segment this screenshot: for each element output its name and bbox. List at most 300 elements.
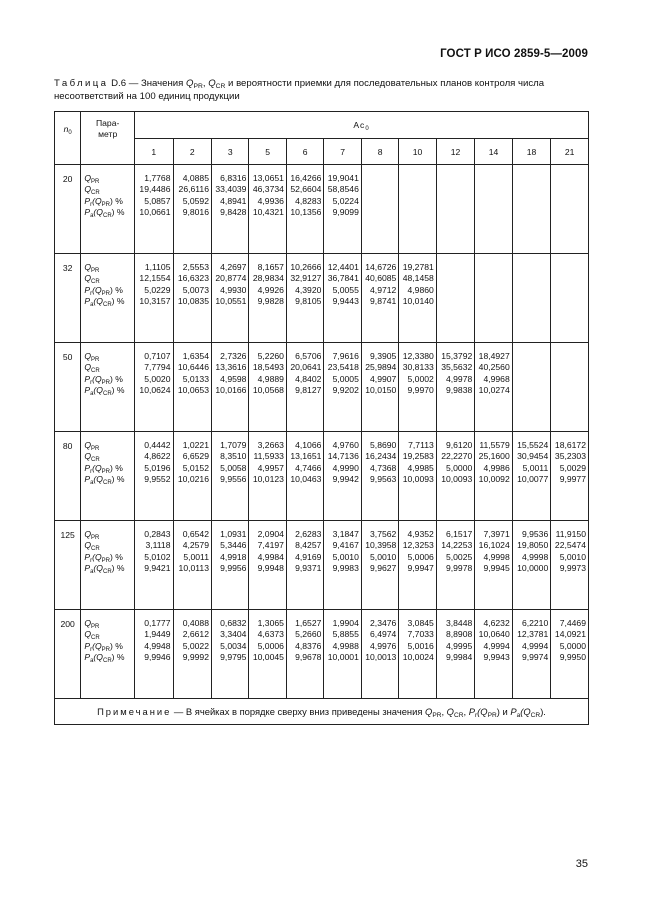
value-cell <box>286 521 323 610</box>
cell-value: 3,0845 <box>407 618 434 628</box>
value-cell <box>249 343 286 432</box>
value-cell <box>286 610 323 699</box>
cell-value <box>399 173 435 184</box>
cell-value: 5,0102 <box>144 551 171 562</box>
cell-value: 23,5418 <box>327 362 359 373</box>
cell-value: 9,9371 <box>295 563 322 574</box>
cell-value: 4,8941 <box>220 195 247 206</box>
cell-value: 9,3905 <box>370 351 397 361</box>
cell-value: 5,0000 <box>445 462 473 473</box>
value-cell <box>436 521 474 610</box>
cell-value: 0,4088 <box>182 618 209 628</box>
cell-value <box>513 184 550 195</box>
cell-value: 1,3065 <box>257 618 284 628</box>
header-parameter: Пара- метр <box>81 112 135 165</box>
value-cell <box>324 521 361 610</box>
cell-value: 4,7368 <box>370 462 397 473</box>
cell-value <box>475 273 511 284</box>
cell-value: 8,1657 <box>257 262 284 272</box>
cell-value: 5,0196 <box>144 462 171 473</box>
cell-value <box>513 273 550 284</box>
cell-value: 16,2434 <box>365 451 397 462</box>
cell-value <box>437 173 474 184</box>
cell-value: 9,9942 <box>332 474 359 485</box>
cell-value <box>551 351 588 362</box>
cell-value: 1,7079 <box>220 440 247 450</box>
cell-value: 19,4486 <box>139 184 171 195</box>
cell-value <box>551 285 588 296</box>
value-cell <box>211 343 248 432</box>
value-cell <box>135 254 173 343</box>
value-cell <box>512 610 550 699</box>
cell-value: 0,7107 <box>144 351 171 361</box>
cell-value: 5,0002 <box>407 373 434 384</box>
parameter-label: $Q_{PR}$ <box>84 173 100 185</box>
cell-value: 25,1600 <box>478 451 510 462</box>
cell-value <box>362 184 398 195</box>
table-row <box>55 610 589 699</box>
cell-value: 12,3253 <box>402 540 434 551</box>
cell-value: 2,3476 <box>370 618 397 628</box>
cell-value: 5,0010 <box>332 551 359 562</box>
cell-value: 11,9150 <box>555 529 586 539</box>
value-cell <box>512 432 550 521</box>
cell-value: 5,0020 <box>144 373 171 384</box>
value-cell <box>436 343 474 432</box>
cell-value <box>475 296 511 307</box>
table-note: Примечание — В ячейках в порядке сверху вниз приведены значения $Q_{PR}$, $Q_{CR}$, $P_r(Q_{PR})$ и $P_a(Q_{CR})$. <box>55 699 589 725</box>
sample-size-cell: 125 <box>55 521 81 610</box>
value-cell <box>361 610 398 699</box>
parameter-label: $Q_{CR}$ <box>84 362 100 375</box>
cell-value: 9,9945 <box>483 563 510 574</box>
cell-value: 9,8741 <box>370 296 397 307</box>
cell-value: 9,9946 <box>144 652 171 663</box>
table-note-row <box>55 699 589 725</box>
value-cell <box>249 610 286 699</box>
sample-size-cell: 200 <box>55 610 81 699</box>
cell-value <box>551 362 588 373</box>
cell-value: 30,9454 <box>517 451 549 462</box>
header-n0: $n_0$ <box>55 112 81 165</box>
value-cell <box>324 432 361 521</box>
value-cell <box>361 432 398 521</box>
cell-value <box>551 196 588 207</box>
cell-value: 11,5579 <box>479 440 510 450</box>
header-ac-value: 5 <box>249 139 286 165</box>
caption-text: и вероятности приемки для последовательных планов контроля числа несоответствий на 100 единиц продукции <box>54 78 545 102</box>
cell-value: 1,0931 <box>220 529 247 539</box>
cell-value: 10,0093 <box>402 474 434 485</box>
cell-value: 10,0274 <box>478 385 510 396</box>
parameter-label: $P_r(Q_{PR})$ % <box>84 195 123 208</box>
cell-value: 5,0010 <box>370 551 397 562</box>
value-cell <box>512 343 550 432</box>
cell-value: 7,4197 <box>257 540 284 551</box>
cell-value: 0,1777 <box>144 618 171 628</box>
cell-value <box>513 362 550 373</box>
cell-value: 9,9556 <box>220 474 247 485</box>
parameter-label: $P_a(Q_{CR})$ % <box>84 296 125 309</box>
cell-value: 6,6529 <box>182 451 209 462</box>
cell-value: 7,9616 <box>332 351 359 361</box>
cell-value: 9,6120 <box>445 440 473 450</box>
cell-value <box>551 184 588 195</box>
cell-value: 8,3510 <box>220 451 247 462</box>
cell-value: 4,9712 <box>370 284 397 295</box>
cell-value: 9,9956 <box>220 563 247 574</box>
parameter-label: $P_a(Q_{CR})$ % <box>84 207 125 220</box>
cell-value: 4,9760 <box>332 440 359 450</box>
cell-value: 10,0092 <box>478 474 510 485</box>
header-ac-value: 7 <box>324 139 361 165</box>
cell-value: 4,0885 <box>182 173 209 183</box>
cell-value <box>551 207 588 218</box>
cell-value: 9,9552 <box>144 474 171 485</box>
cell-value: 4,9957 <box>257 462 284 473</box>
cell-value <box>437 196 474 207</box>
value-cell <box>361 254 398 343</box>
cell-value: 19,2781 <box>402 262 434 272</box>
value-cell <box>475 610 512 699</box>
cell-value <box>475 173 511 184</box>
cell-value: 4,9985 <box>407 462 434 473</box>
value-cell <box>211 165 248 254</box>
cell-value <box>399 184 435 195</box>
cell-value: 4,9984 <box>257 551 284 562</box>
value-cell <box>361 343 398 432</box>
value-cell <box>135 343 173 432</box>
cell-value <box>475 262 511 273</box>
cell-value: 10,0140 <box>402 296 434 307</box>
parameter-label: $Q_{PR}$ <box>84 351 100 363</box>
value-cell <box>324 343 361 432</box>
cell-value: 1,9449 <box>144 629 171 640</box>
parameter-label: $P_r(Q_{PR})$ % <box>84 462 123 475</box>
value-cell <box>173 521 211 610</box>
cell-value: 4,9948 <box>144 640 171 651</box>
cell-value: 5,0006 <box>257 640 284 651</box>
cell-value: 13,1651 <box>290 451 322 462</box>
cell-value: 3,1847 <box>332 529 359 539</box>
cell-value: 10,0661 <box>139 207 171 218</box>
sample-size-cell: 50 <box>55 343 81 432</box>
cell-value <box>551 173 588 184</box>
cell-value: 9,9974 <box>521 652 549 663</box>
cell-value: 7,4469 <box>559 618 586 628</box>
cell-value: 5,0000 <box>559 640 586 651</box>
value-cell <box>436 610 474 699</box>
cell-value: 2,7326 <box>220 351 247 361</box>
cell-value: 20,8774 <box>215 273 247 284</box>
cell-value <box>551 262 588 273</box>
value-cell <box>173 432 211 521</box>
cell-value: 9,9536 <box>521 529 549 539</box>
cell-value: 11,5933 <box>253 451 284 462</box>
cell-value: 28,9834 <box>252 273 284 284</box>
cell-value <box>513 196 550 207</box>
cell-value: 10,0024 <box>402 652 434 663</box>
parameter-cell <box>81 343 135 432</box>
cell-value: 5,0025 <box>445 551 473 562</box>
cell-value <box>475 207 511 218</box>
cell-value: 10,0045 <box>252 652 284 663</box>
cell-value: 4,3920 <box>295 284 322 295</box>
cell-value: 4,9978 <box>445 373 473 384</box>
cell-value: 1,1105 <box>144 262 171 272</box>
cell-value: 9,9983 <box>332 563 359 574</box>
cell-value: 4,2697 <box>220 262 247 272</box>
parameter-cell <box>81 521 135 610</box>
cell-value: 4,9988 <box>332 640 359 651</box>
cell-value: 0,6542 <box>182 529 209 539</box>
table-row <box>55 165 589 254</box>
cell-value: 9,9970 <box>407 385 434 396</box>
cell-value: 10,0640 <box>478 629 510 640</box>
cell-value: 32,9127 <box>290 273 322 284</box>
cell-value: 4,9930 <box>220 284 247 295</box>
cell-value <box>513 351 550 362</box>
cell-value: 22,2270 <box>441 451 473 462</box>
value-cell <box>551 432 589 521</box>
parameter-cell <box>81 254 135 343</box>
cell-value: 5,0229 <box>144 284 171 295</box>
cell-value: 14,0921 <box>554 629 586 640</box>
cell-value <box>362 196 398 207</box>
value-cell <box>399 521 436 610</box>
cell-value: 10,4321 <box>252 207 284 218</box>
cell-value <box>475 184 511 195</box>
cell-value <box>437 207 474 218</box>
sample-size-cell: 80 <box>55 432 81 521</box>
parameter-cell <box>81 165 135 254</box>
cell-value: 9,9978 <box>445 563 473 574</box>
cell-value: 1,7768 <box>144 173 171 183</box>
cell-value: 10,0835 <box>177 296 209 307</box>
value-cell <box>475 432 512 521</box>
parameter-cell <box>81 432 135 521</box>
cell-value: 52,6604 <box>290 184 322 195</box>
cell-value: 3,3404 <box>220 629 247 640</box>
value-cell <box>211 521 248 610</box>
cell-value: 15,3792 <box>441 351 473 361</box>
value-cell <box>436 254 474 343</box>
cell-value: 4,9918 <box>220 551 247 562</box>
cell-value <box>475 285 511 296</box>
cell-value: 35,5632 <box>441 362 473 373</box>
parameter-label: $Q_{CR}$ <box>84 451 100 464</box>
cell-value: 10,0123 <box>252 474 284 485</box>
cell-value: 9,9977 <box>559 474 586 485</box>
value-cell <box>249 432 286 521</box>
cell-value: 4,7466 <box>295 462 322 473</box>
value-cell <box>399 165 436 254</box>
cell-value: 4,9994 <box>483 640 510 651</box>
value-cell <box>211 610 248 699</box>
value-cell <box>173 165 211 254</box>
cell-value: 4,6373 <box>257 629 284 640</box>
cell-value: 7,7794 <box>144 362 171 373</box>
cell-value: 4,9926 <box>257 284 284 295</box>
cell-value: 4,9598 <box>220 373 247 384</box>
cell-value: 4,9968 <box>483 373 510 384</box>
cell-value: 4,9998 <box>483 551 510 562</box>
parameter-label: $P_a(Q_{CR})$ % <box>84 563 125 576</box>
cell-value: 9,9627 <box>370 563 397 574</box>
cell-value: 8,4257 <box>295 540 322 551</box>
header-ac-value: 21 <box>551 139 589 165</box>
parameter-cell <box>81 610 135 699</box>
value-cell <box>286 432 323 521</box>
cell-value <box>513 296 550 307</box>
cell-value <box>362 173 398 184</box>
cell-value <box>513 262 550 273</box>
cell-value <box>437 184 474 195</box>
cell-value: 10,2666 <box>290 262 322 272</box>
cell-value: 5,8690 <box>370 440 397 450</box>
table-row <box>55 343 589 432</box>
cell-value: 9,9984 <box>445 652 473 663</box>
cell-value: 4,9907 <box>370 373 397 384</box>
parameter-label: $P_a(Q_{CR})$ % <box>84 474 125 487</box>
cell-value: 12,3380 <box>402 351 434 361</box>
cell-value: 5,0006 <box>407 551 434 562</box>
cell-value <box>399 207 435 218</box>
cell-value: 1,9904 <box>332 618 359 628</box>
cell-value: 2,6283 <box>295 529 322 539</box>
cell-value: 9,9678 <box>295 652 322 663</box>
cell-value: 3,2663 <box>257 440 284 450</box>
cell-value: 7,7033 <box>407 629 434 640</box>
cell-value: 7,7113 <box>408 440 434 450</box>
value-cell <box>512 165 550 254</box>
cell-value: 40,2560 <box>478 362 510 373</box>
value-cell <box>475 254 512 343</box>
cell-value: 10,0000 <box>517 563 549 574</box>
cell-value: 5,0224 <box>332 195 359 206</box>
value-cell <box>399 432 436 521</box>
value-cell <box>286 343 323 432</box>
cell-value: 9,9795 <box>220 652 247 663</box>
value-cell <box>135 521 173 610</box>
parameter-label: $Q_{CR}$ <box>84 540 100 553</box>
header-ac-value: 18 <box>512 139 550 165</box>
cell-value: 4,9352 <box>407 529 434 539</box>
cell-value: 26,6116 <box>178 184 209 195</box>
cell-value: 19,8050 <box>517 540 549 551</box>
value-cell <box>551 254 589 343</box>
cell-value: 5,2260 <box>257 351 284 361</box>
value-cell <box>512 254 550 343</box>
value-cell <box>551 521 589 610</box>
cell-value: 4,9889 <box>257 373 284 384</box>
value-cell <box>249 165 286 254</box>
value-cell <box>399 254 436 343</box>
cell-value <box>513 285 550 296</box>
cell-value: 9,9973 <box>559 563 586 574</box>
cell-value: 4,1066 <box>295 440 322 450</box>
value-cell <box>173 343 211 432</box>
cell-value <box>551 385 588 396</box>
cell-value: 4,9995 <box>445 640 473 651</box>
cell-value: 12,1554 <box>139 273 171 284</box>
value-cell <box>211 432 248 521</box>
cell-value: 0,4442 <box>144 440 171 450</box>
cell-value <box>437 296 474 307</box>
value-cell <box>135 165 173 254</box>
cell-value: 18,6172 <box>554 440 586 450</box>
value-cell <box>512 521 550 610</box>
cell-value: 0,6832 <box>220 618 247 628</box>
cell-value: 10,0463 <box>290 474 322 485</box>
cell-value: 4,9976 <box>370 640 397 651</box>
value-cell <box>286 254 323 343</box>
cell-value <box>551 374 588 385</box>
cell-value: 9,8016 <box>182 207 209 218</box>
header-ac-value: 14 <box>475 139 512 165</box>
cell-value <box>513 173 550 184</box>
cell-value: 5,0016 <box>407 640 434 651</box>
cell-value: 6,5706 <box>295 351 322 361</box>
acceptance-table <box>54 111 589 725</box>
cell-value: 9,4167 <box>332 540 359 551</box>
cell-value: 9,8105 <box>295 296 322 307</box>
cell-value: 15,5524 <box>517 440 549 450</box>
cell-value: 4,6232 <box>483 618 510 628</box>
value-cell <box>399 610 436 699</box>
sample-size-cell: 20 <box>55 165 81 254</box>
cell-value: 30,8133 <box>402 362 434 373</box>
cell-value: 9,9838 <box>445 385 473 396</box>
cell-value: 8,8908 <box>445 629 473 640</box>
cell-value: 4,8402 <box>295 373 322 384</box>
value-cell <box>361 521 398 610</box>
cell-value: 4,9860 <box>407 284 434 295</box>
cell-value: 5,0152 <box>182 462 209 473</box>
cell-value: 10,3157 <box>139 296 171 307</box>
cell-value: 35,2303 <box>554 451 586 462</box>
cell-value: 14,7136 <box>327 451 359 462</box>
cell-value: 5,0005 <box>332 373 359 384</box>
table-row <box>55 432 589 521</box>
cell-value: 9,9202 <box>332 385 359 396</box>
value-cell <box>135 610 173 699</box>
value-cell <box>211 254 248 343</box>
cell-value: 46,3734 <box>252 184 284 195</box>
cell-value: 5,3446 <box>220 540 247 551</box>
cell-value: 5,0058 <box>220 462 247 473</box>
value-cell <box>361 165 398 254</box>
cell-value: 10,0113 <box>178 563 209 574</box>
cell-value: 4,2579 <box>182 540 209 551</box>
cell-value: 5,0011 <box>183 551 209 562</box>
cell-value: 2,6612 <box>182 629 209 640</box>
header-ac-value: 6 <box>286 139 323 165</box>
value-cell <box>324 254 361 343</box>
cell-value: 22,5474 <box>554 540 586 551</box>
cell-value: 5,0010 <box>559 551 586 562</box>
cell-value <box>437 273 474 284</box>
cell-value: 4,9998 <box>521 551 549 562</box>
cell-value: 5,0022 <box>182 640 209 651</box>
caption-number: D.6 <box>111 78 127 89</box>
cell-value: 2,0904 <box>257 529 284 539</box>
cell-value: 9,8127 <box>295 385 322 396</box>
parameter-label: $P_r(Q_{PR})$ % <box>84 284 123 297</box>
parameter-label: $Q_{CR}$ <box>84 184 100 197</box>
cell-value: 48,1458 <box>402 273 434 284</box>
cell-value: 5,0857 <box>144 195 171 206</box>
